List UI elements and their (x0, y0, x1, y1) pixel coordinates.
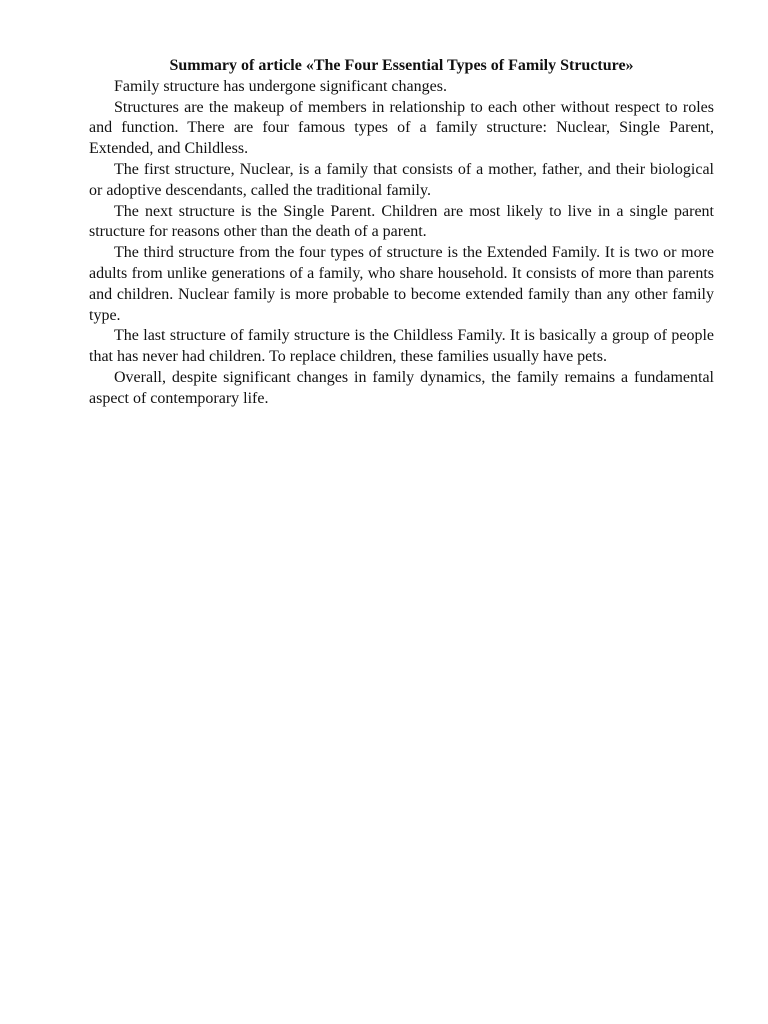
paragraph-extended: The third structure from the four types of structure is the Extended Family. It is two or more adults from unlike generations of a family, who share household. It consists of more than parents and children. Nuclear family is more probable to become extended family than any other family type. (89, 244, 714, 324)
paragraph-single-parent: The next structure is the Single Parent. Children are most likely to live in a single parent structure for reasons other than the death of a parent. (89, 202, 714, 241)
document-title: Summary of article «The Four Essential Types of Family Structure» (169, 57, 634, 74)
paragraph-conclusion: Overall, despite significant changes in family dynamics, the family remains a fundamental aspect of contemporary life. (89, 368, 714, 407)
document-page (89, 56, 714, 410)
paragraph-nuclear: The first structure, Nuclear, is a family that consists of a mother, father, and their biological or adoptive descendants, called the traditional family. (89, 160, 714, 199)
paragraph-childless: The last structure of family structure is the Childless Family. It is basically a group of people that has never had children. To replace children, these families usually have pets. (89, 327, 714, 366)
paragraph-definition: Structures are the makeup of members in relationship to each other without respect to roles and function. There are four famous types of a family structure: Nuclear, Single Parent, Extended, and Childless. (89, 98, 714, 158)
paragraph-intro: Family structure has undergone significant changes. (114, 77, 447, 95)
